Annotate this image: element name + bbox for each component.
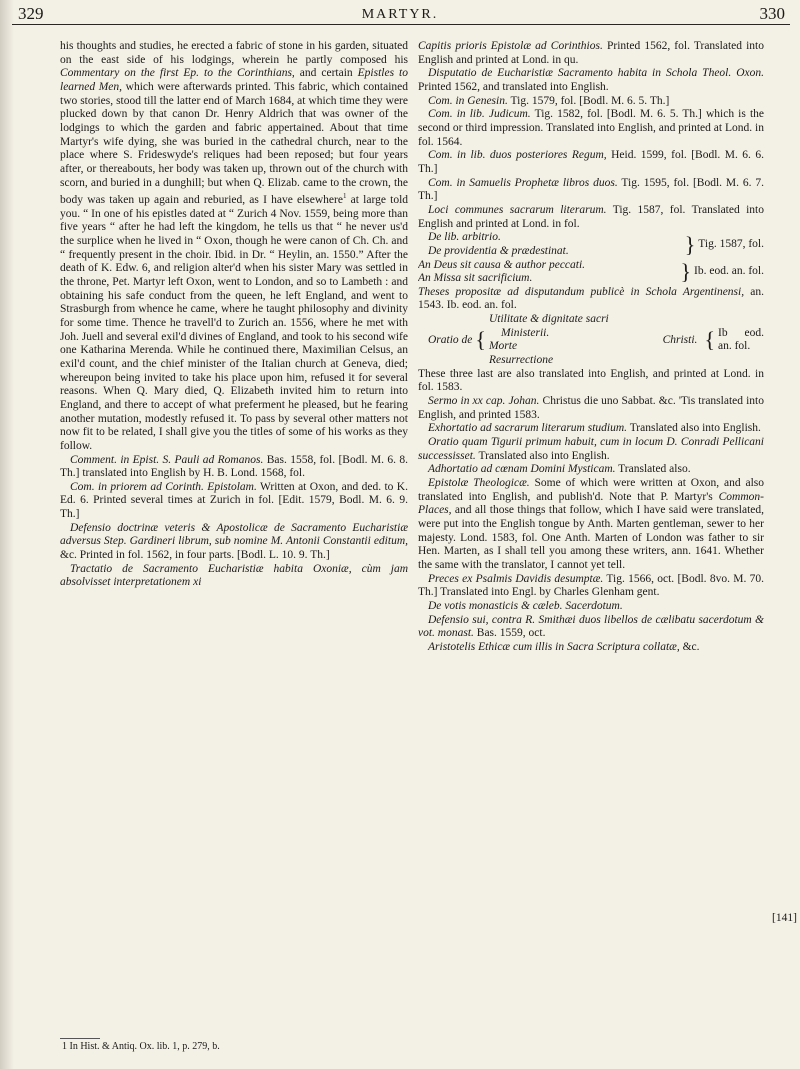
oratio-prefix: Oratio de (428, 333, 473, 346)
work-title: Resurrectione (488, 354, 554, 367)
bibliography-entry (60, 563, 408, 590)
work-title: Tractatio de Sacramento Eucharistiæ habita Oxoniæ, cùm jam absolvisset interpretationem xi (60, 562, 408, 589)
entry-details: Translated also into English. (629, 422, 761, 435)
bracketed-entry-group (418, 259, 764, 286)
work-title: Defensio doctrinæ veteris & Apostolicæ de Sacramento Eucharistiæ adversus Step. Gardineri librum, sub nomine M. Antonii Constantii editum, (60, 521, 408, 548)
work-title: Sermo in xx cap. Johan. (428, 395, 540, 408)
entry-details: Printed 1562, and translated into English. (418, 80, 609, 93)
bibliography-entry (418, 177, 764, 204)
bracketed-entry-group (418, 231, 764, 258)
text-run: which were afterwards printed. This fabric, which contained two stories, stood till the latter end of March 1684, at which time they were plucked down by that canon Dr. Henry Aldrich that was owner of the lodgings to which the garden and fabric appertained. About that time Martyr's wife dying, she was buried in the cathedral church, near to the place where S. Frideswyde's reliques had been reposed; but four years after, or thereabouts, her body was taken up, thrown out of the church with scorn, and buried in a dunghill; but when Q. Elizab. came to the crown, the body was taken up again and reburied, as I have elsewhere (60, 80, 408, 207)
bibliography-entry (418, 463, 764, 477)
work-title: Epistolæ Theologicæ. (428, 477, 530, 489)
work-title: De providentia & prædestinat. (428, 244, 569, 257)
entry-details: Tig. 1582, fol. [Bodl. M. 6. 5. Th.] which is the second or third impression. Translated into English, and printed at Lond. in fol. 1564. (418, 108, 764, 148)
bibliography-entry (418, 95, 764, 109)
work-title: De votis monasticis & cæleb. Sacerdotum. (428, 599, 623, 612)
right-column (418, 40, 764, 1050)
running-header (0, 0, 800, 34)
bibliography-entry (60, 454, 408, 481)
work-title: Theses propositæ ad disputandum publicè in Schola Argentinensi, (418, 285, 745, 298)
bibliography-entry (418, 436, 764, 463)
entry-details: Printed 1562, fol. Translated into English and printed at Lond. in qu. (418, 40, 764, 66)
work-title: Ministerii. (500, 326, 550, 339)
bibliography-entry (418, 477, 764, 573)
entry-details: Ib eod. an. fol. (718, 326, 764, 353)
work-title: Epistles to learned Men, (60, 67, 408, 93)
entry-details: Tig. 1566, oct. [Bodl. 8vo. M. 70. Th.] Translated into Engl. by Charles Glenham gent. (418, 572, 764, 599)
work-title: Aristotelis Ethicæ cum illis in Sacra Scriptura collatæ, (428, 640, 680, 653)
work-title: Comment. in Epist. S. Pauli ad Romanos. (70, 453, 264, 466)
work-title: An Deus sit causa & author peccati. (418, 258, 586, 271)
entry-details: Translated also. (618, 463, 691, 476)
entry-details: an. 1543. Ib. eod. an. fol. (418, 285, 764, 312)
work-title: Adhortatio ad cœnam Domini Mysticam. (428, 463, 616, 476)
entry-details: Bas. 1559, oct. (476, 627, 546, 640)
bibliography-entry (60, 481, 408, 522)
entry-details: Bas. 1558, fol. [Bodl. M. 6. 8. Th.] translated into English by H. B. Lond. 1568, fol. (60, 453, 408, 480)
brace-open: { (475, 327, 486, 353)
text-run: and certain (299, 67, 353, 80)
entry-details: Heid. 1599, fol. [Bodl. M. 6. 6. Th.] (418, 149, 764, 175)
oratio-group (418, 313, 764, 368)
work-title: Oratio quam Tigurii primum habuit, cum in locum D. Conradi Pellicani successisset. (418, 436, 764, 462)
work-title: De lib. arbitrio. (428, 231, 501, 244)
bibliography-entry (418, 600, 764, 614)
work-title: Common-Places, (418, 490, 764, 517)
header-rule (12, 24, 790, 25)
work-title: Defensio sui, contra R. Smithæi duos libellos de cælibatu sacerdotum & vot. monast. (418, 613, 764, 640)
page-number-right: 330 (759, 4, 785, 23)
work-title: Com. in Samuelis Prophetæ libros duos. (428, 176, 618, 189)
work-title: Com. in lib. duos posteriores Regum, (428, 149, 607, 162)
work-title: Com. in priorem ad Corinth. Epistolam. (70, 480, 257, 493)
bibliography-entry (418, 108, 764, 149)
paragraph (60, 40, 408, 454)
paragraph (418, 368, 764, 395)
work-title: An Missa sit sacrificium. (418, 272, 533, 285)
work-title: Com. in lib. Judicum. (428, 108, 531, 121)
brace: } (680, 259, 692, 285)
binding-shadow (0, 0, 14, 1069)
entry-details: Tig. 1579, fol. [Bodl. M. 6. 5. Th.] (510, 94, 670, 107)
work-title: Disputatio de Eucharistiæ Sacramento habita in Schola Theol. Oxon. (428, 67, 764, 80)
brace: } (684, 231, 696, 257)
work-title: Com. in Genesin. (428, 94, 508, 107)
text-run: his thoughts and studies, he erected a fabric of stone in his garden, situated on the east side of his lodgings, wherein he partly composed his (60, 40, 408, 66)
text-run: These three last are also translated into English, and printed at Lond. in fol. 1583. (418, 367, 764, 394)
entry-details: Some of which were written at Oxon, and also translated into English, and publish'd. Note that P. Martyr's (418, 477, 764, 503)
oratio-suffix: Christi. (662, 333, 698, 346)
work-title: Capitis prioris Epistolæ ad Corinthios. (418, 40, 603, 52)
entry-details: Tig. 1587, fol. Translated into English and printed at Lond. in fol. (418, 203, 764, 230)
work-title: Exhortatio ad sacrarum literarum studium. (428, 422, 628, 435)
bibliography-entry (418, 149, 764, 176)
bibliography-entry (418, 614, 764, 641)
running-title: MARTYR. (361, 7, 439, 22)
entry-details: Written at Oxon, and ded. to K. Ed. 6. Printed several times at Zurich in fol. [Edit. 1579, Bodl. M. 6. 9. Th.] (60, 480, 408, 521)
work-title: Utilitate & dignitate sacri (488, 313, 609, 326)
entry-details: Tig. 1587, fol. (698, 238, 764, 251)
entry-details: &c. (682, 640, 700, 653)
bibliography-entry (418, 422, 764, 436)
text-run: at large told you. “ In one of his epistles dated at “ Zurich 4 Nov. 1559, being more than five years “ after he had left the kingdom, he tells us that “ he never us'd the surplice when he lived in “ Oxon, though he were canon of Ch. Ch. and “ frequently present in the choir. Ibid. in Dr. “ Heylin, an. 1550.” After the death of K. Edw. 6, and religion alter'd when his sister Mary was settled in the throne, Pet. Martyr left Oxon, went to London, and so to Lambeth : and obtaining his safe conduct from the queen, he left England, and went to Strasburgh from whence he came, where he taught philosophy and divinity for some time. Thence he travell'd to Zurich an. 1556, where he met with Joh. Juell and several exil'd divines of England, and took to his second wife one Katharina Merenda. While he continued there, Maximilian Celsus, an exil'd count, and the chief minister of the Italian church at Geneva, died; whereupon being invited to take his place upon him, refused it for several reasons. When Q. Mary died, Q. Elizabeth invited him to return into England, and there to accept of what preferment he pleased, but he fearing another mutation, modestly refused it. To pass by several other matters not now fit to be related, I shall give you the titles of some of his works as they follow. (60, 194, 408, 452)
bibliography-entry (60, 522, 408, 563)
entry-details: and all those things that follow, which I have said were translated, were put into the English tongue by Anth. Marten gentleman, sewer to her majesty. Lond. 1583, fol. One Anth. Marten of London was father to sir Hen. Marten, as I shall tell you among these writers, ann. 1641. Whether the same with the translator, I cannot yet tell. (418, 504, 764, 571)
marginal-page-reference: [141] (772, 912, 797, 924)
left-column (60, 40, 408, 1050)
work-title: Morte (488, 340, 518, 353)
entry-details: Translated also into English. (478, 449, 610, 462)
work-title: Preces ex Psalmis Davidis desumptæ. (428, 572, 604, 585)
footnote-marker: 1 (342, 192, 347, 201)
page-number-left: 329 (18, 4, 44, 23)
bibliography-entry (418, 395, 764, 422)
entry-details: Ib. eod. an. fol. (694, 265, 764, 278)
entry-details: Christus die uno Sabbat. &c. 'Tis translated into English, and printed 1583. (418, 395, 764, 421)
work-title: Commentary on the first Ep. to the Corinthians, (60, 67, 295, 80)
entry-details: &c. Printed in fol. 1562, in four parts. [Bodl. L. 10. 9. Th.] (60, 549, 330, 562)
entry-details: Tig. 1595, fol. [Bodl. M. 6. 7. Th.] (418, 176, 764, 203)
footnote-rule (60, 1038, 100, 1039)
bibliography-entry (418, 641, 764, 655)
bibliography-entry (418, 67, 764, 94)
bibliography-entry (418, 573, 764, 600)
footnote: 1 In Hist. & Antiq. Ox. lib. 1, p. 279, b. (62, 1041, 220, 1052)
bibliography-entry (418, 40, 764, 67)
brace: { (704, 327, 715, 353)
work-title: Loci communes sacrarum literarum. (428, 203, 607, 216)
bibliography-entry (418, 286, 764, 313)
bibliography-entry (418, 204, 764, 231)
